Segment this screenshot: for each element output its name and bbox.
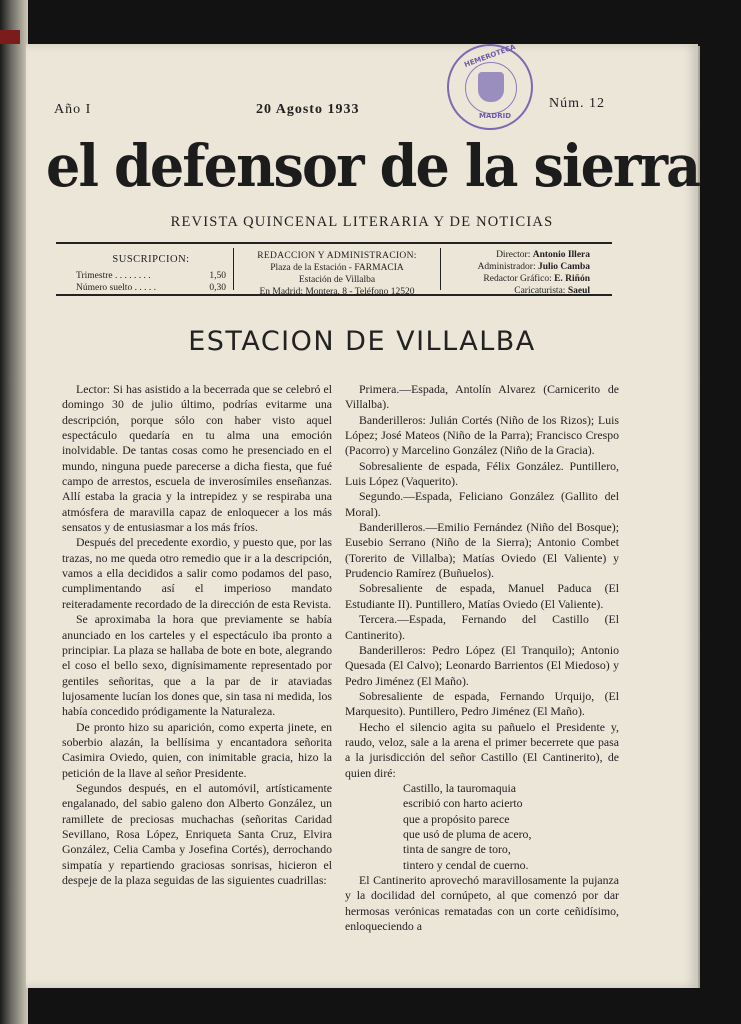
article-paragraph: Sobresaliente de espada, Félix González. Puntillero, Luis López (Vaquerito). <box>345 458 619 489</box>
administration-heading: REDACCION Y ADMINISTRACION: <box>257 251 417 261</box>
binding-marker <box>0 30 20 44</box>
article-paragraph: Hecho el silencio agita su pañuelo el Presidente y, raudo, veloz, sale a la arena el primer becerrete que pasa a la jurisdicción del señor Castillo (El Cantinerito), de quien diré: <box>345 719 619 780</box>
verse-line: que usó de pluma de acero, <box>403 826 532 841</box>
issue-year: Año I <box>54 102 92 117</box>
administration-line: Plaza de la Estación - FARMACIA <box>270 263 404 273</box>
verse-line: que a propósito parece <box>403 811 510 826</box>
verse-line: tintero y cendal de cuerno. <box>403 857 529 872</box>
article-paragraph: Lector: Si has asistido a la becerrada que se celebró el domingo 30 de julio último, podrías evitarme una descripción, porque sólo con haber visto aquel espectáculo quedaría en tu alma una emoción inolvidable. De tantas cosas como he presenciado en el mundo, ninguna puede parecerse a dicha fiesta, que fué campo de arrestos, escuela de inverosímiles enseñanzas. Allí estaba la gracia y la intrepidez y se respiraba una atmósfera de maravilla capaz de enloquecer a los más sensatos y de entusiasmar a los más fríos. <box>62 382 332 535</box>
staff-row: Caricaturista: Saeul <box>514 286 590 296</box>
staff-block <box>446 249 610 297</box>
article-paragraph: Sobresaliente de espada, Fernando Urquijo, (El Marquesito). Puntillero, Pedro Jiménez (El Maño). <box>345 688 619 719</box>
verse-line: Castillo, la tauromaquia <box>403 780 517 795</box>
staff-row: Redactor Gráfico: E. Riñón <box>483 274 590 284</box>
administration-block <box>236 250 438 298</box>
subscription-heading: SUSCRIPCION: <box>112 254 190 265</box>
subscription-row: Trimestre . . . . . . . . 1,50 <box>76 271 226 281</box>
infobox-divider-1 <box>233 248 234 290</box>
infobox-divider-2 <box>440 248 441 290</box>
library-stamp: HEMEROTECA MADRID <box>447 44 533 130</box>
article-paragraph: Segundo.—Espada, Feliciano González (Gallito del Moral). <box>345 489 619 519</box>
newspaper-page <box>26 44 698 988</box>
article-paragraph: Segundos después, en el automóvil, artísticamente engalanado, del sabio galeno don Alberto González, un ramillete de preciosas muchachas (señoritas Caridad Sevillano, Rosa López, Enriqueta Santa Cruz, Elvira González, Celia Camba y Josefina Cortés), derrochando simpatía y repartiendo graciosas sonrisas, hicieron el despeje de la plaza seguidas de las siguientes cuadrillas: <box>62 780 332 887</box>
infobox-top-rule <box>56 242 612 244</box>
article-paragraph: Banderilleros: Julián Cortés (Niño de los Rizos); Luis López; José Mateos (Niño de la Parra); Francisco Crespo (Pacorro) y Marcelino González (Niño de la Gracia). <box>345 412 619 458</box>
article-paragraph: Después del precedente exordio, y puesto que, por las trazas, no me queda otro remedio que ir a la descripción, vamos a ella decididos a salir como podamos del paso, cumplimentando así el imperioso mandato reiteradamente recordado de la dirección de esta Revista. <box>62 535 332 611</box>
article-paragraph: El Cantinerito aprovechó maravillosamente la pujanza y la docilidad del cornúpeto, al que comenzó por dar hermosas verónicas rematadas con un corte ceñidísimo, enloqueciendo a <box>345 873 619 934</box>
article-paragraph: Banderilleros.—Emilio Fernández (Niño del Bosque); Eusebio Serrano (Niño de la Sierra); Antonio Combet (Torerito de Villalba); Matías Oviedo (El Valiente) y Prudencio Ramírez (Buñuelos). <box>345 520 619 581</box>
subscription-block <box>76 254 226 294</box>
administration-line: Estación de Villalba <box>298 275 376 285</box>
article-paragraph: Sobresaliente de espada, Manuel Paduca (El Estudiante II). Puntillero, Matías Oviedo (El Valiente). <box>345 581 619 611</box>
article-paragraph: Primera.—Espada, Antolín Alvarez (Carnicerito de Villalba). <box>345 382 619 412</box>
subscription-row: Número suelto . . . . . 0,30 <box>76 283 226 293</box>
article-left-column <box>62 382 332 888</box>
article-title: ESTACION DE VILLALBA <box>188 326 536 357</box>
masthead-title: el defensor de la sierra <box>46 132 700 200</box>
article-paragraph: Banderilleros: Pedro López (El Tranquilo); Antonio Quesada (El Calvo); Leonardo Barrientos (El Miedoso) y Pedro Jiménez (El Maño). <box>345 642 619 688</box>
staff-row: Administrador: Julio Camba <box>477 262 590 272</box>
article-right-column <box>345 382 619 934</box>
staff-row: Director: Antonio Illera <box>496 250 590 260</box>
verse-line: tinta de sangre de toro, <box>403 842 511 857</box>
administration-line: En Madrid: Montera, 8 - Teléfono 12520 <box>259 287 415 297</box>
issue-number: Núm. 12 <box>549 96 605 111</box>
verse-line: escribió con harto acierto <box>403 796 523 811</box>
article-paragraph: Se aproximaba la hora que previamente se había anunciado en los carteles y el espectáculo iba pronto a principiar. La plaza se hallaba de bote en bote, alegrando el coso el bello sexo, dignísimamente representado por gentiles señoritas, que a la par de ir ataviadas lujosamente lucían los dones que, sin tasa ni medida, los había concedido pródigamente la Naturaleza. <box>62 612 332 719</box>
article-paragraph: De pronto hizo su aparición, como experta jinete, en soberbio alazán, la bellísima y encantadora señorita Casimira Oviedo, quien, con inimitable gracia, hizo la petición de la llave al señor Presidente. <box>62 719 332 780</box>
book-binding <box>0 0 28 1024</box>
article-paragraph: Tercera.—Espada, Fernando del Castillo (El Cantinerito). <box>345 612 619 642</box>
issue-date: 20 Agosto 1933 <box>256 102 360 117</box>
masthead-subtitle: REVISTA QUINCENAL LITERARIA Y DE NOTICIAS <box>170 214 554 230</box>
stamp-crest-icon <box>478 72 504 102</box>
